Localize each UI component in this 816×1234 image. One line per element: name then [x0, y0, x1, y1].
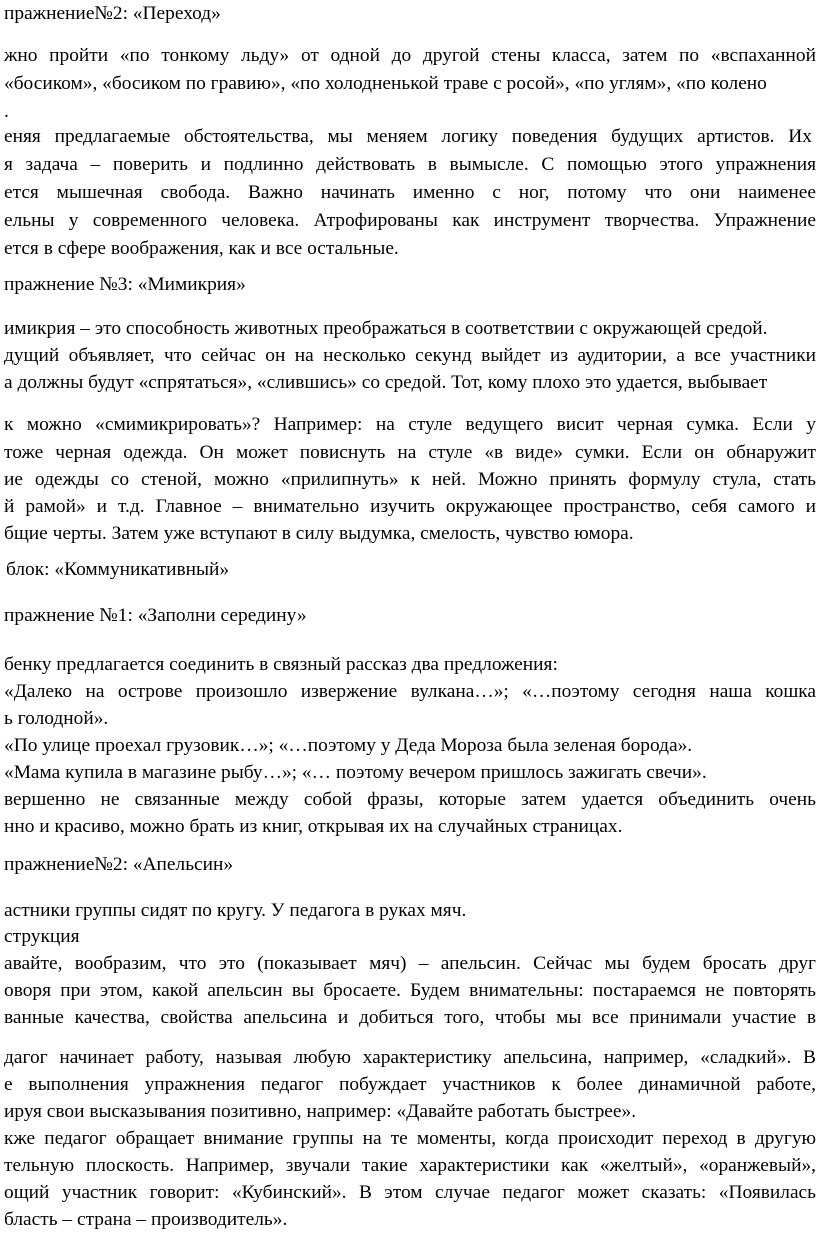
paragraph-line: «босиком», «босиком по гравию», «по холодненькой траве с росой», «по углям», «по колено [4, 73, 767, 94]
paragraph-line: а должны будут «спрятаться», «слившись» со средой. Тот, кому плохо это удается, выбывает [4, 372, 768, 393]
heading-exercise-2-transition: пражнение№2: «Переход» [4, 3, 221, 24]
paragraph-line: дагог начинает работу, называя любую характеристику апельсина, например, «сладкий». В [4, 1047, 816, 1068]
list-item: «Мама купила в магазине рыбу…»; «… поэтому вечером пришлось зажигать свечи». [4, 762, 707, 783]
paragraph-line: я задача – поверить и подлинно действовать в вымысле. С помощью этого упражнения [4, 154, 816, 175]
list-item-continuation: ь голодной». [4, 708, 109, 729]
list-item: «По улице проехал грузовик…»; «…поэтому у Деда Мороза была зеленая борода». [4, 735, 693, 756]
paragraph-line: авайте, вообразим, что это (показывает мяч) – апельсин. Сейчас мы будем бросать друг [4, 953, 816, 974]
list-item: «Далеко на острове произошло извержение вулкана…»; «…поэтому сегодня наша кошка [4, 681, 816, 702]
paragraph-line: ируя свои высказывания позитивно, например: «Давайте работать быстрее». [4, 1101, 637, 1122]
heading-exercise-2-orange: пражнение№2: «Апельсин» [4, 854, 234, 875]
paragraph-line: ие одежды со стеной, можно «прилипнуть» к ней. Можно принять формулу стула, стать [4, 469, 816, 490]
paragraph-line: нно и красиво, можно брать из книг, открывая их на случайных страницах. [4, 816, 623, 837]
paragraph-line: кже педагог обращает внимание группы на те моменты, когда происходит переход в другую [4, 1128, 816, 1149]
paragraph-line: . [4, 101, 9, 122]
paragraph-line: ельны у современного человека. Атрофированы как инструмент творчества. Упражнение [4, 210, 816, 231]
paragraph-line: дущий объявляет, что сейчас он на несколько секунд выйдет из аудитории, а все участники [4, 345, 816, 366]
paragraph-line: бенку предлагается соединить в связный рассказ два предложения: [4, 654, 558, 675]
paragraph-line: бласть – страна – производитель». [4, 1209, 288, 1230]
paragraph-line: к можно «смимикрировать»? Например: на стуле ведущего висит черная сумка. Если у [4, 414, 816, 435]
paragraph-line: жно пройти «по тонкому льду» от одной до другой стены класса, затем по «вспаханной [4, 45, 816, 66]
paragraph-line: оворя при этом, какой апельсин вы бросаете. Будем внимательны: постараемся не повторять [4, 980, 816, 1001]
paragraph-line: е выполнения упражнения педагог побуждает участников к более динамичной работе, [4, 1074, 816, 1095]
paragraph-line: ванные качества, свойства апельсина и добиться того, чтобы мы все принимали участие в [4, 1007, 816, 1028]
paragraph-line: астники группы сидят по кругу. У педагога в руках мяч. [4, 900, 467, 921]
paragraph-line: еняя предлагаемые обстоятельства, мы меняем логику поведения будущих артистов. Их [4, 126, 812, 147]
paragraph-line: тельную плоскость. Например, звучали такие характеристики как «желтый», «оранжевый», [4, 1155, 816, 1176]
paragraph-line: вершенно не связанные между собой фразы, которые затем удается объединить очень [4, 789, 816, 810]
instruction-label: струкция [4, 926, 80, 947]
paragraph-line: тоже черная одежда. Он может повиснуть на стуле «в виде» сумки. Если он обнаружит [4, 442, 816, 463]
paragraph-line: ется мышечная свобода. Важно начинать именно с ног, потому что они наименее [4, 182, 816, 203]
heading-exercise-3-mimicry: пражнение №3: «Мимикрия» [4, 274, 246, 295]
heading-block-communicative: блок: «Коммуникативный» [6, 559, 230, 580]
paragraph-line: имикрия – это способность животных преображаться в соответствии с окружающей средой. [4, 318, 768, 339]
paragraph-line: ощий участник говорит: «Кубинский». В этом случае педагог может сказать: «Появилась [4, 1182, 816, 1203]
paragraph-line: ется в сфере воображения, как и все остальные. [4, 238, 399, 259]
heading-exercise-1-fill-middle: пражнение №1: «Заполни середину» [4, 605, 307, 626]
paragraph-line: бщие черты. Затем уже вступают в силу выдумка, смелость, чувство юмора. [4, 523, 634, 544]
paragraph-line: й рамой» и т.д. Главное – внимательно изучить окружающее пространство, себя самого и [4, 496, 816, 517]
